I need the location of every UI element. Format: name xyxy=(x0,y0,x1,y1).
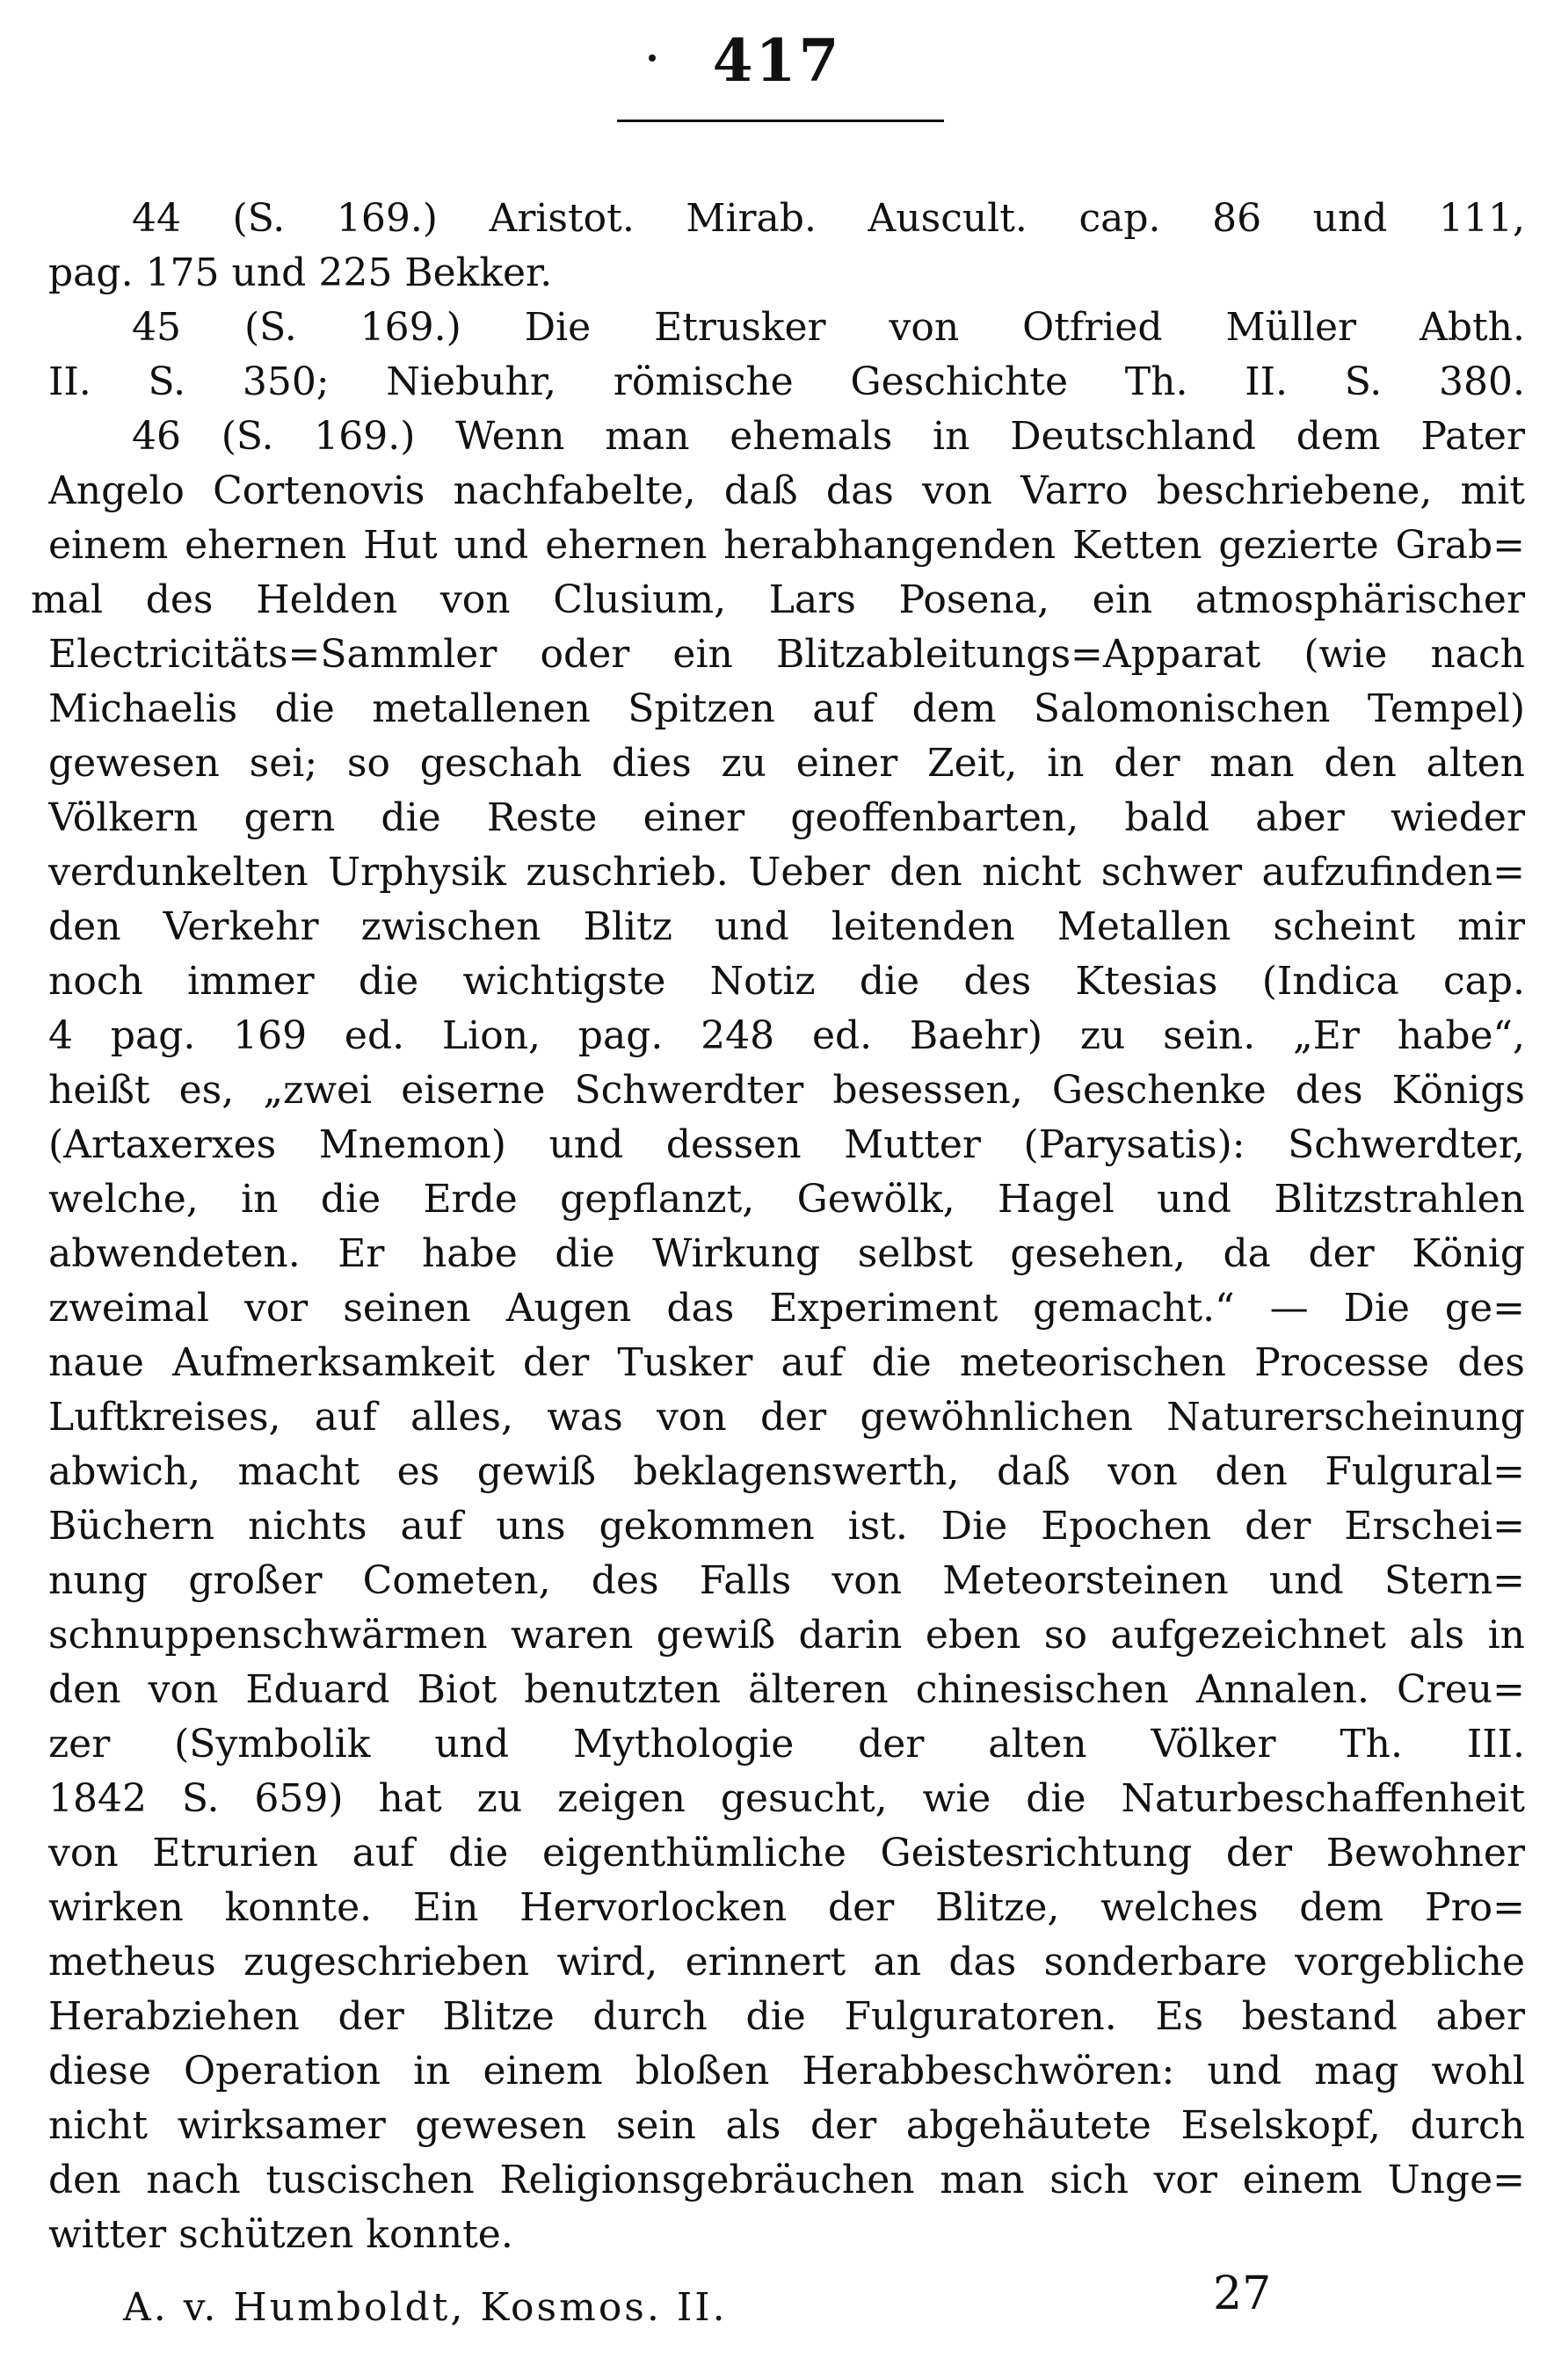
text-line: pag. 175 und 225 Bekker. xyxy=(48,250,553,295)
text-line: Angelo Cortenovis nachfabelte, daß das von Varro beschriebene, mit xyxy=(48,468,1525,513)
text-line: witter schützen konnte. xyxy=(48,2212,513,2257)
text-line: Büchern nichts auf uns gekommen ist. Die Epochen der Erschei= xyxy=(48,1504,1525,1549)
text-line: 4 pag. 169 ed. Lion, pag. 248 ed. Baehr) zu sein. „Er habe“, xyxy=(48,1013,1525,1058)
text-line: II. S. 350; Niebuhr, römische Geschichte Th. II. S. 380. xyxy=(48,359,1525,404)
text-line: den Verkehr zwischen Blitz und leitenden Metallen scheint mir xyxy=(48,904,1525,949)
text-line: naue Aufmerksamkeit der Tusker auf die meteorischen Processe des xyxy=(48,1340,1525,1385)
text-line: 44 (S. 169.) Aristot. Mirab. Auscult. cap. 86 und 111, xyxy=(132,196,1525,241)
text-line: zweimal vor seinen Augen das Experiment gemacht.“ — Die ge= xyxy=(48,1286,1525,1331)
text-line: metheus zugeschrieben wird, erinnert an das sonderbare vorgebliche xyxy=(48,1940,1525,1985)
text-line: mal des Helden von Clusium, Lars Posena, ein atmosphärischer xyxy=(31,577,1525,622)
text-line: Herabziehen der Blitze durch die Fulguratoren. Es bestand aber xyxy=(48,1994,1525,2039)
text-line: Völkern gern die Reste einer geoffenbarten, bald aber wieder xyxy=(48,795,1525,840)
text-line: wirken konnte. Ein Hervorlocken der Blitze, welches dem Pro= xyxy=(48,1885,1525,1930)
text-line: verdunkelten Urphysik zuschrieb. Ueber den nicht schwer aufzufinden= xyxy=(48,850,1525,895)
text-line: schnuppenschwärmen waren gewiß darin eben so aufgezeichnet als in xyxy=(48,1613,1525,1658)
text-line: Electricitäts=Sammler oder ein Blitzableitungs=Apparat (wie nach xyxy=(48,632,1525,677)
text-line: abwendeten. Er habe die Wirkung selbst gesehen, da der König xyxy=(48,1231,1525,1276)
text-line: 45 (S. 169.) Die Etrusker von Otfried Müller Abth. xyxy=(132,305,1525,350)
header-rule xyxy=(617,120,944,122)
text-line: heißt es, „zwei eiserne Schwerdter besessen, Geschenke des Königs xyxy=(48,1068,1525,1113)
text-line: nicht wirksamer gewesen sein als der abgehäutete Eselskopf, durch xyxy=(48,2103,1525,2148)
footnotes-body xyxy=(31,192,1525,2262)
text-line: 1842 S. 659) hat zu zeigen gesucht, wie die Naturbeschaffenheit xyxy=(48,1776,1525,1821)
text-line: den nach tuscischen Religionsgebräuchen man sich vor einem Unge= xyxy=(48,2158,1525,2202)
text-line: von Etrurien auf die eigenthümliche Geistesrichtung der Bewohner xyxy=(48,1831,1525,1876)
text-line: einem ehernen Hut und ehernen herabhangenden Ketten gezierte Grab= xyxy=(48,523,1525,568)
text-line: noch immer die wichtigste Notiz die des Ktesias (Indica cap. xyxy=(48,959,1525,1004)
page-number: 417 xyxy=(712,26,842,95)
text-line: 46 (S. 169.) Wenn man ehemals in Deutschland dem Pater xyxy=(132,414,1525,459)
text-line: Luftkreises, auf alles, was von der gewöhnlichen Naturerscheinung xyxy=(48,1395,1525,1440)
text-line: Michaelis die metallenen Spitzen auf dem Salomonischen Tempel) xyxy=(48,686,1525,731)
text-line: welche, in die Erde gepflanzt, Gewölk, Hagel und Blitzstrahlen xyxy=(48,1177,1525,1222)
sheet-number: 27 xyxy=(1213,2268,1272,2320)
text-line: abwich, macht es gewiß beklagenswerth, daß von den Fulgural= xyxy=(48,1449,1525,1494)
text-line: gewesen sei; so geschah dies zu einer Zeit, in der man den alten xyxy=(48,741,1525,786)
text-line: zer (Symbolik und Mythologie der alten Völker Th. III. xyxy=(48,1722,1525,1767)
text-line: diese Operation in einem bloßen Herabbeschwören: und mag wohl xyxy=(48,2049,1525,2093)
text-line: den von Eduard Biot benutzten älteren chinesischen Annalen. Creu= xyxy=(48,1667,1525,1712)
text-line: (Artaxerxes Mnemon) und dessen Mutter (Parysatis): Schwerdter, xyxy=(48,1122,1525,1167)
signature-line: A. v. Humboldt, Kosmos. II. xyxy=(123,2285,728,2330)
text-line: nung großer Cometen, des Falls von Meteorsteinen und Stern= xyxy=(48,1558,1525,1603)
